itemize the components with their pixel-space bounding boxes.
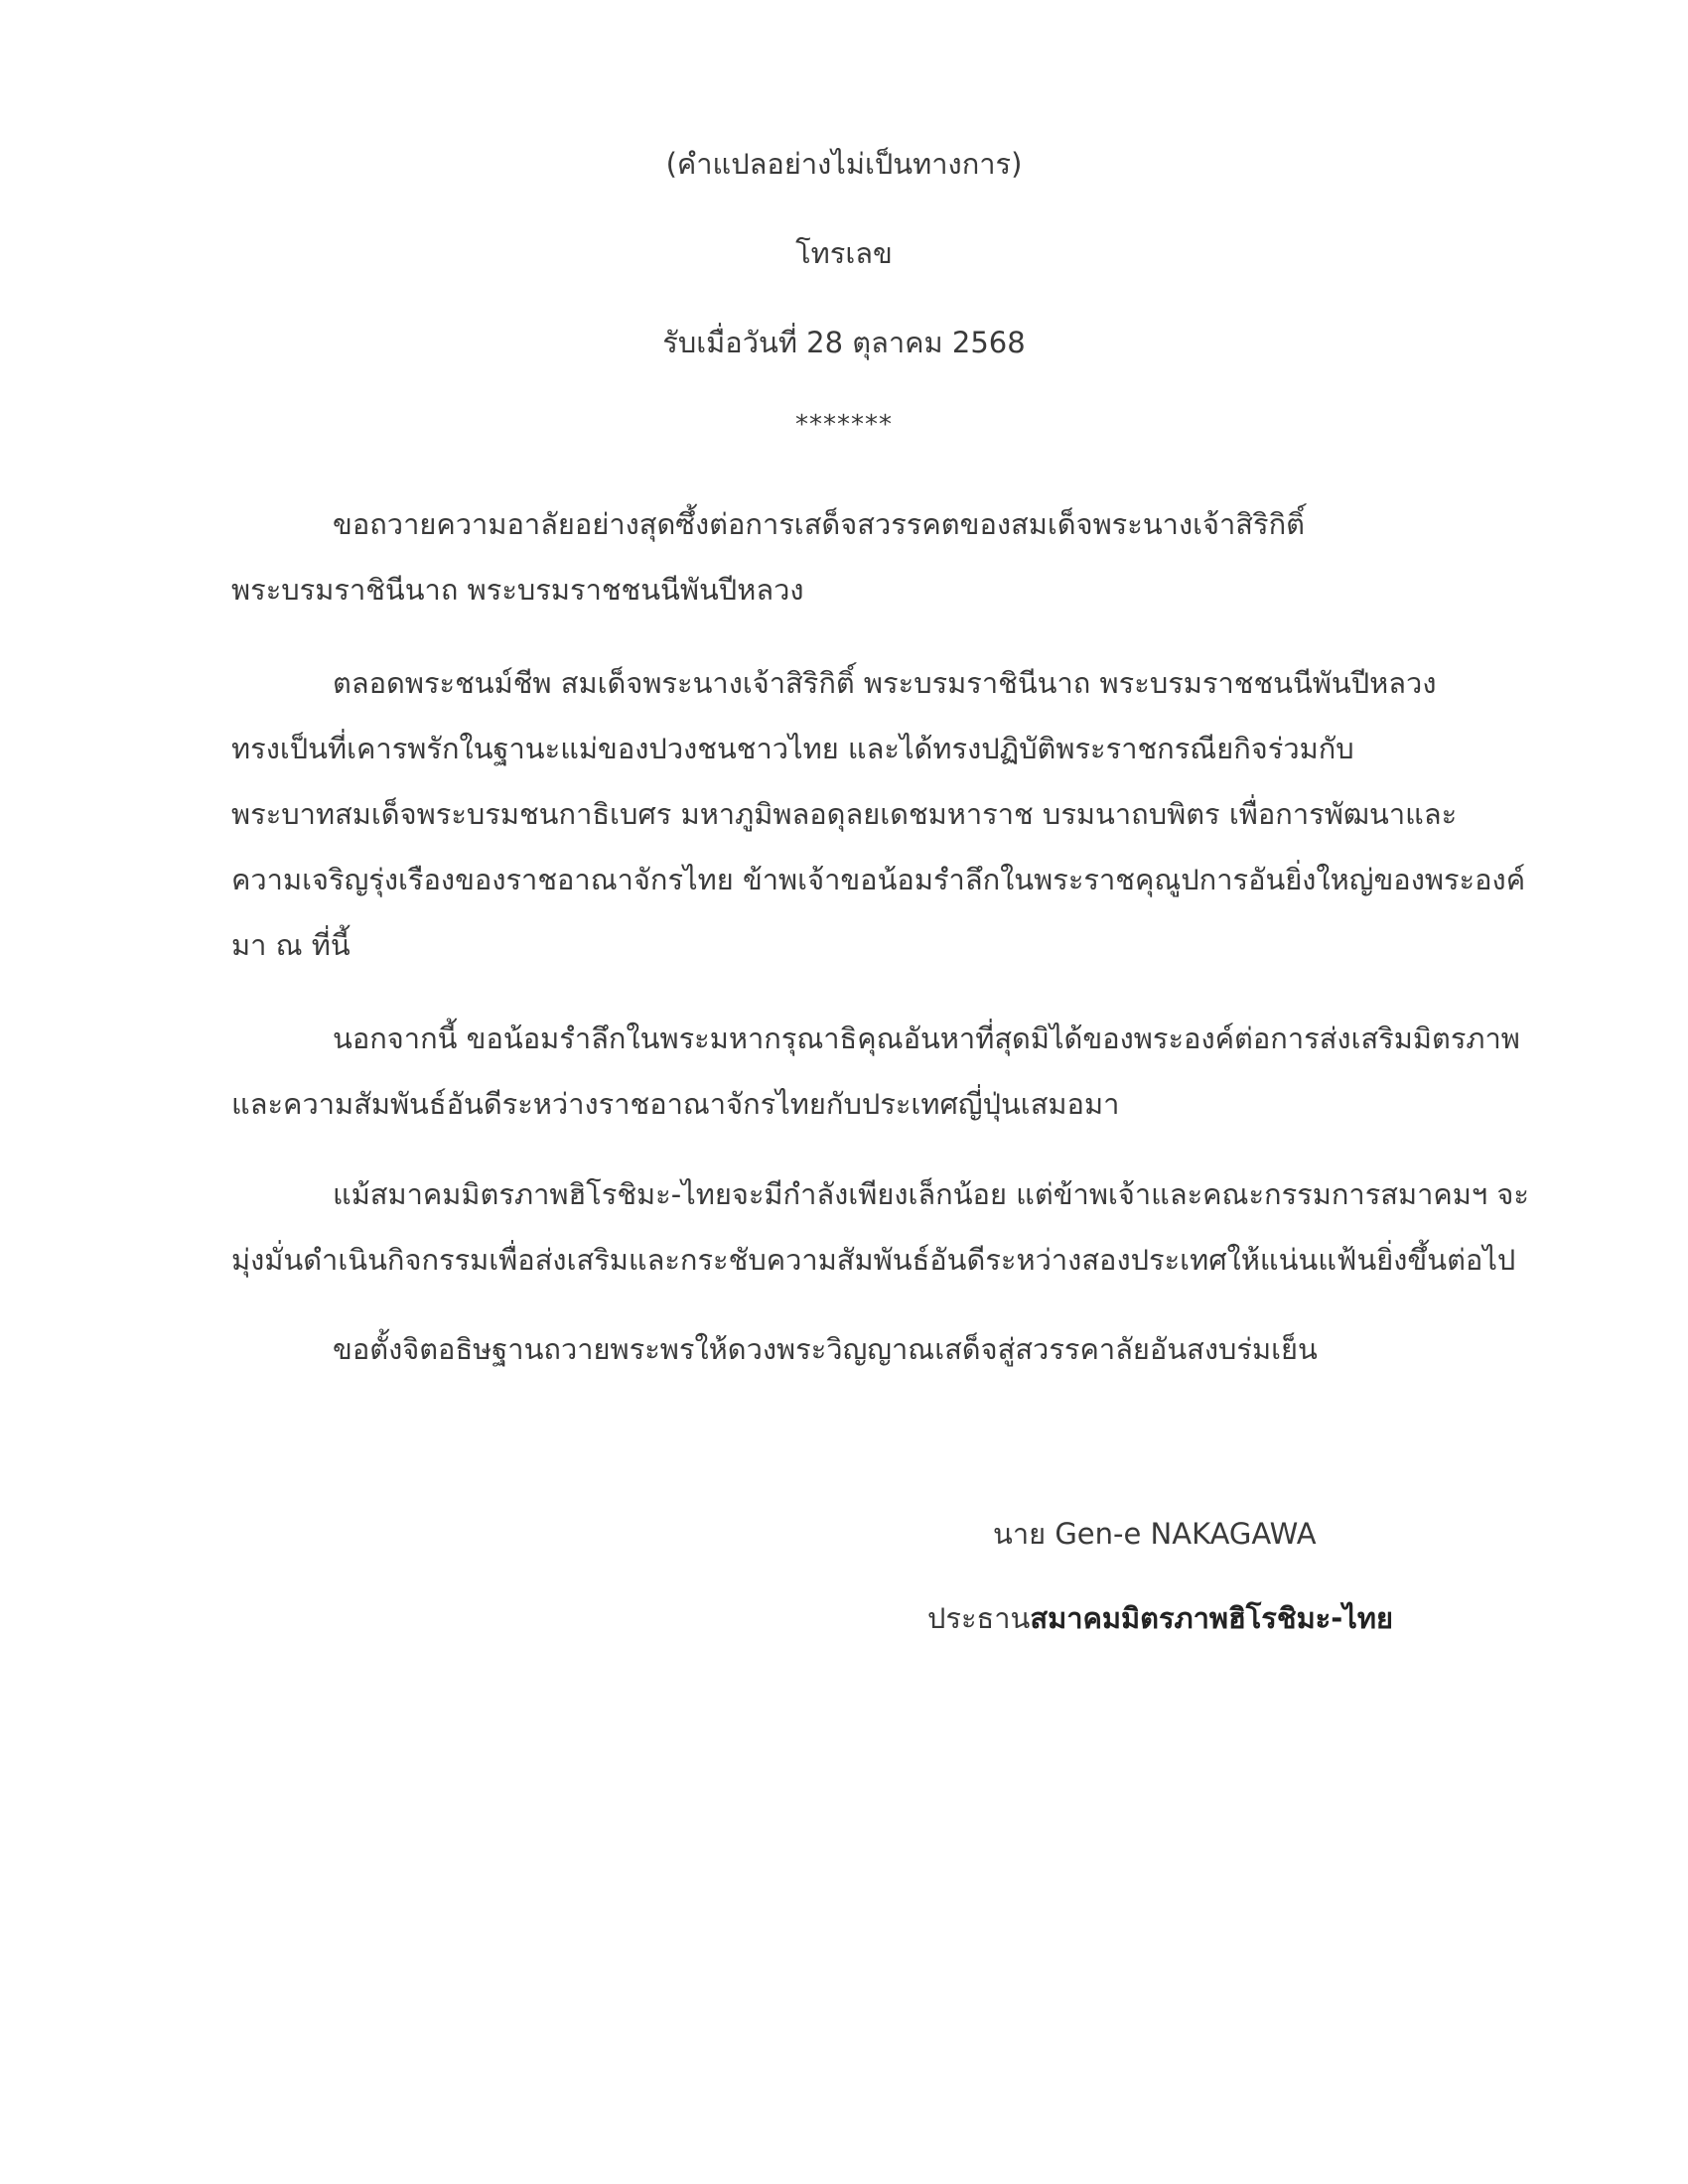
separator: *******: [795, 410, 893, 440]
paragraph-line: ขอตั้งจิตอธิษฐานถวายพระพรให้ดวงพระวิญญาณเสด็จสู่สวรรคาลัยอันสงบร่มเย็น: [333, 1332, 1318, 1366]
document-type: โทรเลข: [795, 236, 893, 270]
paragraph-condolence: [231, 491, 1463, 622]
signatory-title-prefix: ประธาน: [927, 1601, 1031, 1635]
paragraph-commitment: [231, 1161, 1529, 1293]
paragraph-line: มา ณ ที่นี้: [231, 928, 351, 962]
paragraph-friendship: [231, 1006, 1520, 1137]
paragraph-line: ความเจริญรุ่งเรืองของราชอาณาจักรไทย ข้าพเจ้าขอน้อมรำลึกในพระราชคุณูปการอันยิ่งใหญ่ของพระองค์: [231, 863, 1526, 896]
signatory-organization: สมาคมมิตรภาพฮิโรชิมะ-ไทย: [1030, 1601, 1393, 1635]
paragraph-tribute: [231, 650, 1526, 978]
paragraph-line: นอกจากนี้ ขอน้อมรำลึกในพระมหากรุณาธิคุณอันหาที่สุดมิได้ของพระองค์ต่อการส่งเสริมมิตรภาพ: [333, 1022, 1520, 1055]
paragraph-line: พระบาทสมเด็จพระบรมชนกาธิเบศร มหาภูมิพลอดุลยเดชมหาราช บรมนาถบพิตร เพื่อการพัฒนาและ: [231, 797, 1458, 831]
paragraph-line: ขอถวายความอาลัยอย่างสุดซึ้งต่อการเสด็จสวรรคตของสมเด็จพระนางเจ้าสิริกิติ์: [333, 507, 1305, 541]
paragraph-line: และความสัมพันธ์อันดีระหว่างราชอาณาจักรไทยกับประเทศญี่ปุ่นเสมอมา: [231, 1087, 1120, 1121]
paragraph-line: ทรงเป็นที่เคารพรักในฐานะแม่ของปวงชนชาวไทย และได้ทรงปฏิบัติพระราชกรณียกิจร่วมกับ: [231, 732, 1354, 765]
paragraph-line: พระบรมราชินีนาถ พระบรมราชชนนีพันปีหลวง: [231, 573, 804, 607]
translation-note: (คำแปลอย่างไม่เป็นทางการ): [665, 147, 1023, 181]
paragraph-line: มุ่งมั่นดำเนินกิจกรรมเพื่อส่งเสริมและกระชับความสัมพันธ์อันดีระหว่างสองประเทศให้แน่นแฟ้นยิ่งขึ้นต่อไป: [231, 1243, 1516, 1277]
signatory-title: [927, 1598, 1393, 1638]
paragraph-line: แม้สมาคมมิตรภาพฮิโรชิมะ-ไทยจะมีกำลังเพียงเล็กน้อย แต่ข้าพเจ้าและคณะกรรมการสมาคมฯ จะ: [333, 1177, 1529, 1211]
signatory-name: นาย Gen-e NAKAGAWA: [993, 1517, 1317, 1551]
paragraph-blessing: [231, 1316, 1463, 1382]
received-date: รับเมื่อวันที่ 28 ตุลาคม 2568: [662, 326, 1026, 359]
paragraph-line: ตลอดพระชนม์ชีพ สมเด็จพระนางเจ้าสิริกิติ์ พระบรมราชินีนาถ พระบรมราชชนนีพันปีหลวง: [333, 666, 1437, 700]
